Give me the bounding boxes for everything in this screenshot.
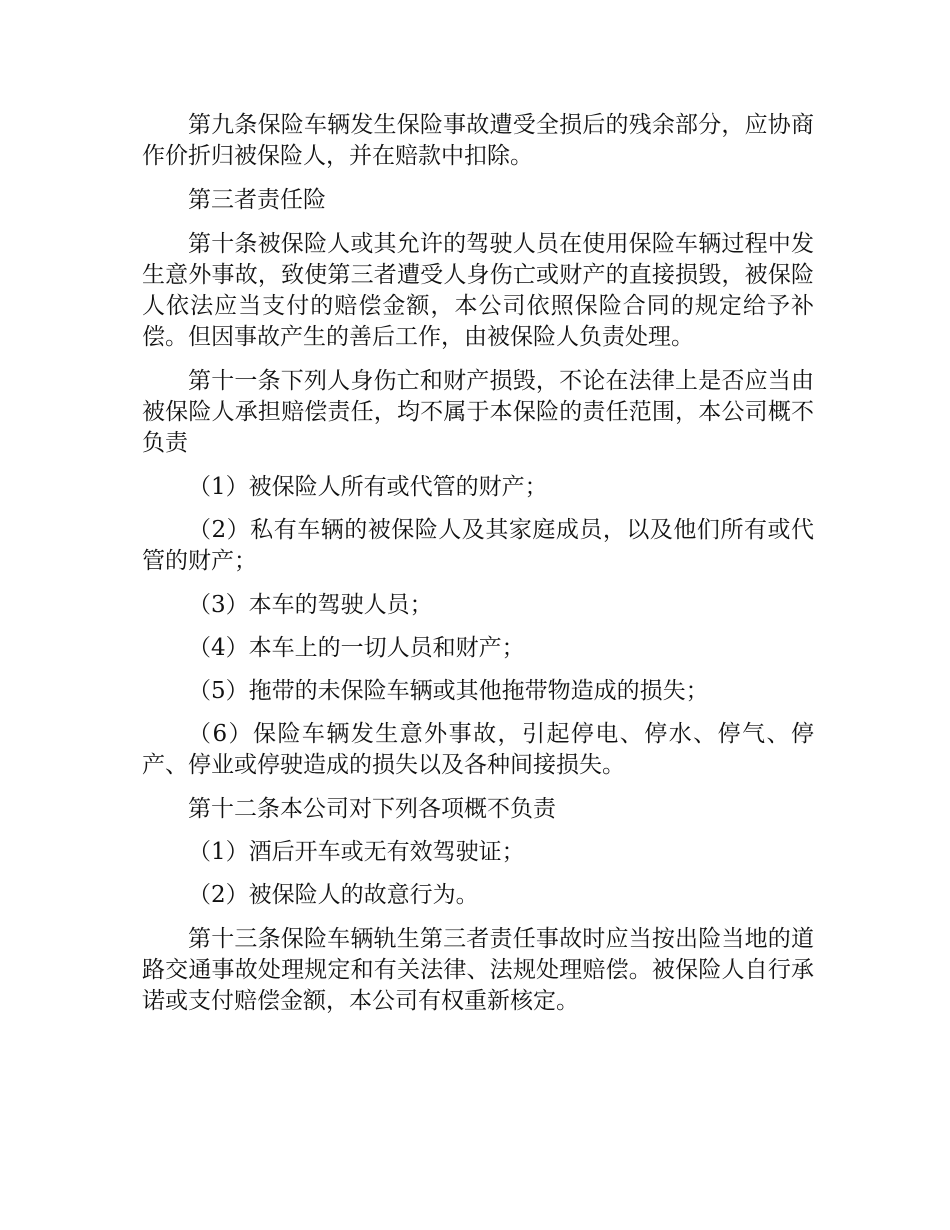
article-12-paragraph: 第十二条本公司对下列各项概不负责 bbox=[188, 796, 556, 822]
article-11-item-5: （5）拖带的未保险车辆或其他拖带物造成的损失； bbox=[188, 678, 709, 704]
article-11-item-6: （6）保险车辆发生意外事故，引起停电、停水、停气、停产、停业或停驶造成的损失以及各种间接损失。 bbox=[142, 721, 814, 778]
article-12-item-1: （1）酒后开车或无有效驾驶证； bbox=[188, 839, 525, 865]
article-13-paragraph: 第十三条保险车辆轨生第三者责任事故时应当按出险当地的道路交通事故处理规定和有关法律、法规处理赔偿。被保险人自行承诺或支付赔偿金额，本公司有权重新核定。 bbox=[142, 926, 814, 1014]
article-11-item-4: （4）本车上的一切人员和财产； bbox=[188, 635, 525, 661]
document-body bbox=[142, 110, 814, 1030]
article-11-item-3: （3）本车的驾驶人员； bbox=[188, 592, 433, 618]
article-10-paragraph: 第十条被保险人或其允许的驾驶人员在使用保险车辆过程中发生意外事故，致使第三者遭受人身伤亡或财产的直接损毁，被保险人依法应当支付的赔偿金额，本公司依照保险合同的规定给予补偿。但因事故产生的善后工作，由被保险人负责处理。 bbox=[142, 231, 814, 350]
third-party-liability-heading: 第三者责任险 bbox=[188, 187, 326, 213]
article-9-paragraph: 第九条保险车辆发生保险事故遭受全损后的残余部分，应协商作价折归被保险人，并在赔款中扣除。 bbox=[142, 112, 814, 169]
article-12-item-2: （2）被保险人的故意行为。 bbox=[188, 882, 479, 908]
article-11-paragraph: 第十一条下列人身伤亡和财产损毁，不论在法律上是否应当由被保险人承担赔偿责任，均不属于本保险的责任范围，本公司概不负责 bbox=[142, 368, 814, 456]
article-11-item-2: （2）私有车辆的被保险人及其家庭成员，以及他们所有或代管的财产； bbox=[142, 517, 814, 574]
article-11-item-1: （1）被保险人所有或代管的财产； bbox=[188, 474, 548, 500]
